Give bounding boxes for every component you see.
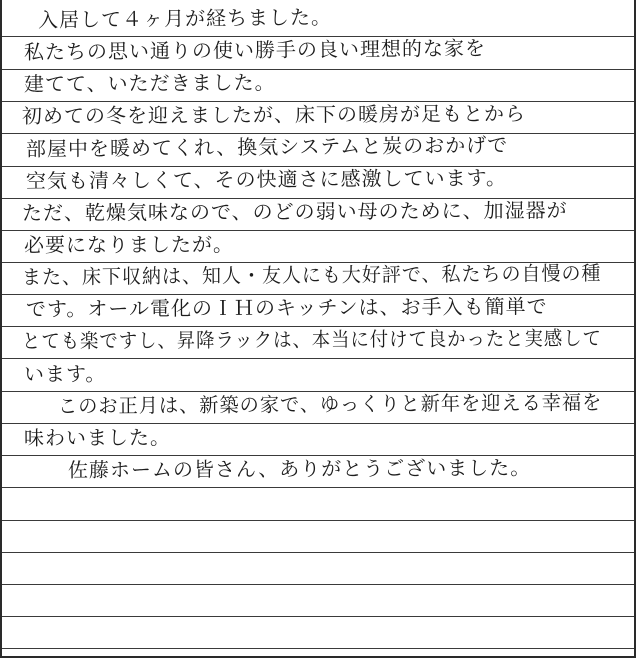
letter-line-1: 入居して４ヶ月が経ちました。: [37, 4, 333, 32]
letter-line-9: また、床下収納は、知人・友人にも大好評で、私たちの自慢の種: [21, 260, 602, 289]
letter-line-10: です。オール電化のＩＨのキッチンは、お手入も簡単で: [25, 294, 548, 321]
letter-line-14: 味わいました。: [23, 425, 172, 450]
letter-line-6: 空気も清々しくて、その快適さに感激しています。: [25, 165, 508, 193]
letter-line-15: 佐藤ホームの皆さん、ありがとうございました。: [67, 455, 532, 482]
letter-line-8: 必要になりましたが。: [23, 232, 235, 257]
letter-line-13: このお正月は、新築の家で、ゆっくりと新年を迎える幸福を: [57, 390, 603, 418]
letter-line-7: ただ、乾燥気味なので、のどの弱い母のために、加湿器が: [21, 198, 568, 225]
letter-body: [2, 0, 634, 656]
letter-line-3: 建てて、いただきました。: [23, 70, 276, 96]
letter-line-11: とても楽ですし、昇降ラックは、本当に付けて良かったと実感して: [21, 325, 602, 353]
letter-line-4: 初めての冬を迎えましたが、床下の暖房が足もとから: [21, 101, 527, 128]
letter-line-2: 私たちの思い通りの使い勝手の良い理想的な家を: [23, 35, 487, 64]
letter-line-12: います。: [23, 361, 107, 386]
letter-line-5: 部屋中を暖めてくれ、換気システムと炭のおかげで: [25, 132, 509, 161]
